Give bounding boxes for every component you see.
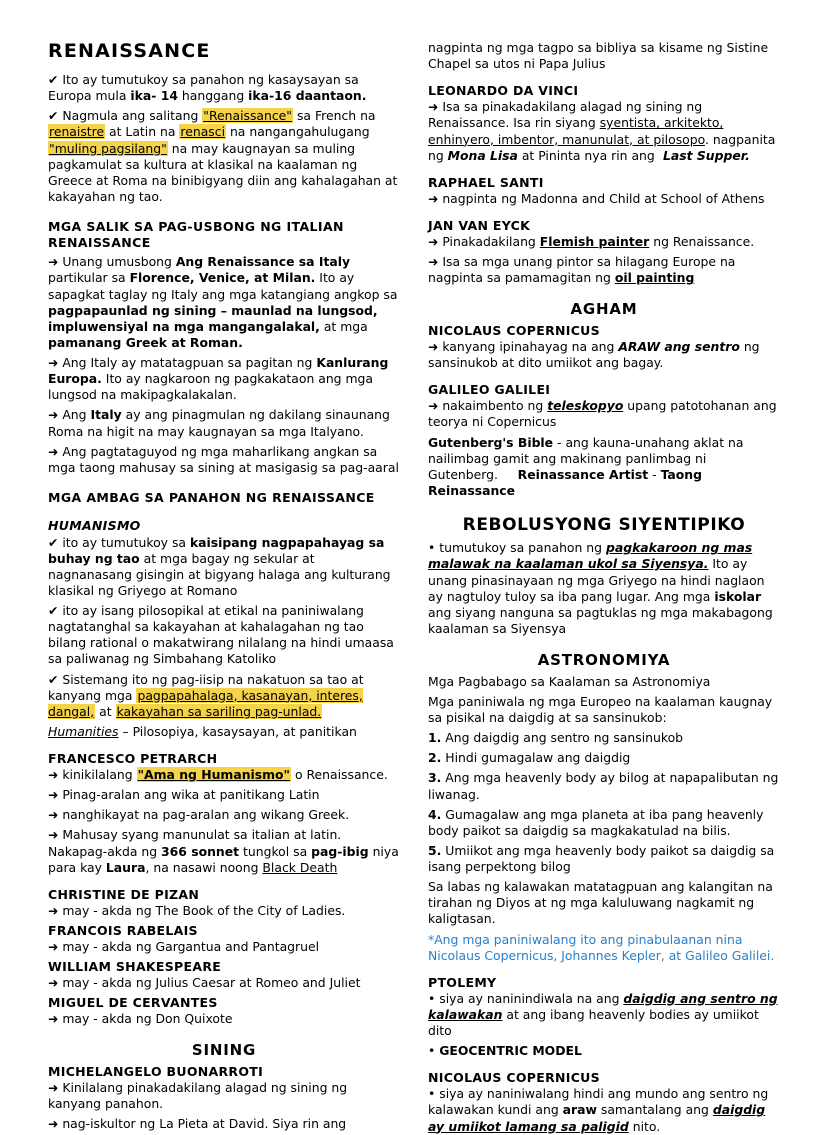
- copernicus-end-text: • siya ay naniniwalang hindi ang mundo ang sentro ng kalawakan kundi ang araw samantalang ang daigdig ay umiikot lamang sa paligid nito.: [428, 1086, 780, 1134]
- raphael-text: nagpinta ng Madonna and Child at School of Athens: [442, 190, 765, 206]
- person-nicolaus-copernicus: NICOLAUS COPERNICUS: [428, 323, 600, 338]
- galileo-item-1: ➜ nakaimbento ng teleskopyo upang patotohanan ang teorya ni Copernicus: [428, 398, 780, 430]
- left-column: [48, 40, 400, 1132]
- work-text: may - akda ng Julius Caesar at Romeo and Juliet: [62, 975, 361, 990]
- work-text: may - akda ng The Book of the City of Ladies.: [62, 902, 346, 918]
- leonardo-item-1: ➜ Isa sa pinakadakilang alagad ng sining ng Renaissance. Isa rin siyang syentista, arkitekto, enhinyero, imbentor, manunulat, at pilosopo. nagpanita ng Mona Lisa at Pininta nya rin ang Last Supper.: [428, 99, 780, 164]
- petrarch-item-4: ➜ Mahusay syang manunulat sa italian at latin. Nakapag-akda ng 366 sonnet tungkol sa pag-ibig niya para kay Laura, na nasawi noong Black Death: [48, 827, 400, 875]
- person-galileo-galilei: GALILEO GALILEI: [428, 382, 551, 398]
- work-text: may - akda ng Don Quixote: [62, 1011, 233, 1027]
- ptolemy-item-1: • siya ay naninindiwala na ang daigdig ang sentro ng kalawakan at ang ibang heavenly bodies ay umiikot dito: [428, 991, 780, 1039]
- page-title: RENAISSANCE: [48, 40, 211, 62]
- humanismo-item-2: ✔ ito ay isang pilosopikal at etikal na paniniwalang nagtatanghal sa kakayahan at kahalagahan ng tao bilang rational o makatwirang nilalang na hindi umaasa sa paliwanag ng Simbahang Katoliko: [48, 603, 400, 668]
- astronomiya-list-item-2: 2. Hindi gumagalaw ang daigdig: [428, 750, 631, 766]
- person-ptolemy: PTOLEMY: [428, 974, 497, 990]
- right-column: [428, 40, 780, 1134]
- salik-item-4: ➜ Ang pagtataguyod ng mga maharlikang angkan sa mga taong mahusay sa sining at masigasig sa pag-aaral: [48, 444, 400, 476]
- astronomiya-list-item-3: 3. Ang mga heavenly body ay bilog at napapalibutan ng liwanag.: [428, 770, 779, 802]
- list-text: Hindi gumagalaw ang daigdig: [445, 750, 631, 766]
- person-christine-de-pizan: CHRISTINE DE PIZAN: [48, 886, 200, 902]
- michelangelo-item-1: [48, 1080, 400, 1112]
- section-heading-salik: MGA SALIK SA PAG-USBONG NG ITALIAN RENAISSANCE: [48, 219, 344, 250]
- salik-item-2: ➜ Ang Italy ay matatagpuan sa pagitan ng Kanlurang Europa. Ito ay nagkaroon ng pagkakataon ang mga lungsod na makipagkalakalan.: [48, 355, 400, 403]
- william-shakespeare-work: [48, 975, 400, 991]
- michelangelo-text-1: Kinilalang pinakadakilang alagad ng sining ng kanyang panahon.: [48, 1080, 348, 1112]
- person-michelangelo: MICHELANGELO BUONARROTI: [48, 1064, 264, 1079]
- copernicus-item-1: ➜ kanyang ipinahayag na ang ARAW ang sentro ng sansinukob at dito umiikot ang bagay.: [428, 339, 780, 371]
- person-raphael-santi: RAPHAEL SANTI: [428, 174, 544, 190]
- section-heading-ambag: MGA AMBAG SA PANAHON NG RENAISSANCE: [48, 489, 375, 505]
- section-heading-rebolusyon: REBOLUSYONG SIYENTIPIKO: [462, 515, 746, 535]
- astronomiya-lead-2: Mga paniniwala ng mga Europeo na kaalaman kaugnay sa pisikal na daigdig at sa sansinukob:: [428, 693, 773, 725]
- astronomiya-list-item-4: 4. Gumagalaw ang mga planeta at iba pang heavenly body paikot sa daigdig sa magkakatulad na bilis.: [428, 806, 764, 838]
- michelangelo-continued: nagpinta ng mga tagpo sa bibliya sa kisame ng Sistine Chapel sa utos ni Papa Julius: [428, 40, 769, 72]
- person-leonardo-da-vinci: LEONARDO DA VINCI: [428, 83, 579, 99]
- jan-van-eyck-item-1: ➜ Pinakadakilang Flemish painter ng Renaissance.: [428, 234, 780, 250]
- list-text: Umiikot ang mga heavenly body paikot sa daigdig sa isang perpektong bilog: [428, 842, 775, 874]
- petrarch-item-2: ➜ Pinag-aralan ang wika at panitikang Latin: [48, 787, 400, 803]
- astronomiya-note: Sa labas ng kalawakan matatagpuan ang kalangitan na tirahan ng Diyos at ng mga kaluluwang nagkamit ng kaligtasan.: [428, 879, 773, 927]
- astronomiya-footnote: *Ang mga paniniwalang ito ang pinabulaanan nina Nicolaus Copernicus, Johannes Kepler, at Galileo Galilei.: [428, 931, 775, 963]
- section-heading-sining: SINING: [191, 1041, 257, 1060]
- person-francois-rabelais: FRANCOIS RABELAIS: [48, 922, 198, 938]
- ptolemy-item-2: • GEOCENTRIC MODEL: [428, 1043, 780, 1059]
- gutenberg-note: Gutenberg's Bible - ang kauna-unahang aklat na nailimbag gamit ang makinang panlimbag ni Gutenberg. Reinassance Artist - Taong Reinassance: [428, 434, 744, 498]
- rebolusyon-body: • tumutukoy sa panahon ng pagkakaroon ng mas malawak na kaalaman ukol sa Siyensya. Ito ay unang pinasinayaan ng mga Griyego na hindi naglaon ay nagtuloy tuloy sa iba pang lugar. Ang mga iskolar ang siyang nanguna sa pagtuklas ng mga makabagong kaalaman sa Siyensya: [428, 540, 780, 637]
- intro-line-1: ✔ Ito ay tumutukoy sa panahon ng kasaysayan sa Europa mula ika- 14 hanggang ika-16 daantaon.: [48, 72, 400, 104]
- humanismo-item-1: ✔ ito ay tumutukoy sa kaisipang nagpapahayag sa buhay ng tao at mga bagay ng sekular at nagnanasang gisingin at bigyang halaga ang kulturang klasikal ng Griyego at Romano: [48, 535, 400, 600]
- astronomiya-lead-1: Mga Pagbabago sa Kaalaman sa Astronomiya: [428, 673, 711, 689]
- michelangelo-text-2: nag-iskultor ng La Pieta at David. Siya rin ang: [62, 1116, 347, 1132]
- michelangelo-item-2: [48, 1116, 400, 1132]
- work-text: may - akda ng Gargantua and Pantagruel: [62, 938, 320, 954]
- salik-item-1: ➜ Unang umusbong Ang Renaissance sa Italy partikular sa Florence, Venice, at Milan. Ito ay sapagkat taglay ng Italy ang mga katangiang angkop sa pagpapaunlad ng sining – maunlad na lungsod, impluwensiyal na mga mangangalakal, at mga pamanang Greek at Roman.: [48, 254, 400, 351]
- list-text: Ang daigdig ang sentro ng sansinukob: [445, 730, 684, 746]
- astronomiya-list-item-5: 5. Umiikot ang mga heavenly body paikot sa daigdig sa isang perpektong bilog: [428, 842, 775, 874]
- miguel-de-cervantes-work: [48, 1011, 400, 1027]
- intro-line-2: ✔ Nagmula ang salitang "Renaissance" sa French na renaistre at Latin na renasci na nangangahulugang "muling pagsilang" na may kaugnayan sa muling pagkamulat sa kultura at klasikal na kaalaman ng Greece at Roma na binibigyang diin ang kahalagahan at kakayahan ng tao.: [48, 108, 400, 205]
- person-francesco-petrarch: FRANCESCO PETRARCH: [48, 751, 218, 766]
- subsection-humanismo: HUMANISMO: [48, 517, 141, 533]
- person-nicolaus-copernicus-end: NICOLAUS COPERNICUS: [428, 1070, 600, 1086]
- section-heading-agham: AGHAM: [570, 300, 638, 319]
- humanismo-definition: Humanities – Pilosopiya, kasaysayan, at panitikan: [48, 723, 357, 739]
- salik-item-3: ➜ Ang Italy ay ang pinagmulan ng dakilang sinaunang Roma na higit na may kaugnayan sa mga Italyano.: [48, 407, 400, 439]
- petrarch-item-1: ➜ kinikilalang "Ama ng Humanismo" o Renaissance.: [48, 767, 400, 783]
- jan-van-eyck-item-2: ➜ Isa sa mga unang pintor sa hilagang Europe na nagpinta sa pamamagitan ng oil painting: [428, 254, 780, 286]
- person-miguel-de-cervantes: MIGUEL DE CERVANTES: [48, 995, 218, 1011]
- two-column-layout: [48, 40, 780, 1134]
- person-jan-van-eyck: JAN VAN EYCK: [428, 217, 531, 233]
- humanismo-item-3: ✔ Sistemang ito ng pag-iisip na nakatuon sa tao at kanyang mga pagpapahalaga, kasanayan, interes, dangal, at kakayahan sa sariling pag-unlad.: [48, 672, 400, 720]
- christine-de-pizan-work: [48, 903, 400, 919]
- petrarch-item-3: ➜ nanghikayat na pag-aralan ang wikang Greek.: [48, 807, 400, 823]
- francois-rabelais-work: [48, 939, 400, 955]
- section-heading-astronomiya: ASTRONOMIYA: [537, 651, 671, 669]
- person-william-shakespeare: WILLIAM SHAKESPEARE: [48, 959, 222, 974]
- list-text: Ang mga heavenly body ay bilog at napapalibutan ng liwanag.: [428, 770, 779, 802]
- raphael-item-1: [428, 191, 780, 207]
- list-text: Gumagalaw ang mga planeta at iba pang heavenly body paikot sa daigdig sa magkakatulad na bilis.: [428, 806, 764, 838]
- astronomiya-list-item-1: 1. Ang daigdig ang sentro ng sansinukob: [428, 730, 684, 746]
